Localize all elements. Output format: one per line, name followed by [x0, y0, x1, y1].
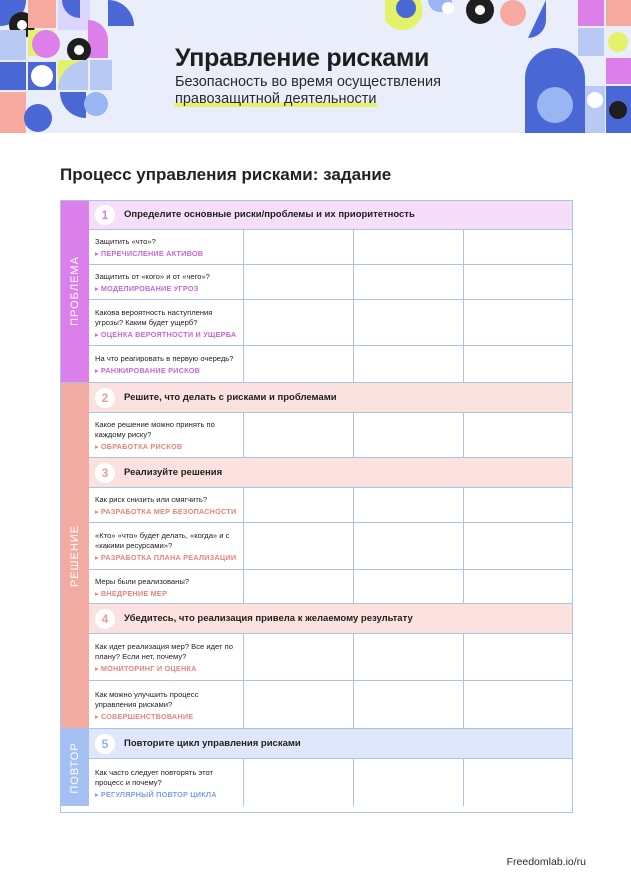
answer-cell[interactable]	[464, 413, 573, 457]
table-row	[89, 300, 573, 346]
table-row	[89, 523, 573, 570]
question-text: Как часто следует повторять этот процесс и почему?	[95, 767, 214, 787]
answer-cell[interactable]	[354, 523, 464, 569]
question-tag: ▸ РАЗРАБОТКА ПЛАНА РЕАЛИЗАЦИИ	[95, 553, 237, 562]
answer-cell[interactable]	[354, 265, 464, 299]
page-title: Управление рисками	[175, 44, 430, 72]
answer-cell[interactable]	[354, 634, 464, 680]
answer-cell[interactable]	[244, 230, 354, 264]
question-tag: ▸ ВНЕДРЕНИЕ МЕР	[95, 589, 237, 598]
answer-cell[interactable]	[464, 300, 573, 345]
answer-cell[interactable]	[464, 681, 573, 728]
question-cell	[89, 300, 244, 345]
step-number-badge: 1	[95, 205, 115, 225]
footer-link[interactable]: Freedomlab.io/ru	[506, 856, 586, 868]
header-banner	[0, 0, 631, 133]
step-number-badge: 5	[95, 734, 115, 754]
answer-cell[interactable]	[464, 230, 573, 264]
step-3-header	[89, 458, 573, 488]
subtitle-line-1: Безопасность во время осуществления	[175, 74, 441, 90]
table-row	[89, 570, 573, 604]
table-row	[89, 488, 573, 523]
answer-cell[interactable]	[464, 523, 573, 569]
question-text: Защитить от «кого» и от «чего»?	[95, 272, 210, 281]
section-title: Процесс управления рисками: задание	[60, 165, 392, 184]
answer-cell[interactable]	[244, 570, 354, 603]
question-text: Как риск снизить или смягчить?	[95, 495, 208, 504]
question-tag: ▸ МОНИТОРИНГ И ОЦЕНКА	[95, 664, 237, 673]
answer-cell[interactable]	[464, 488, 573, 522]
risk-management-worksheet	[60, 200, 573, 806]
subtitle-line-2: правозащитной деятельности	[175, 91, 377, 107]
question-cell	[89, 488, 244, 522]
table-row	[89, 759, 573, 806]
answer-cell[interactable]	[244, 681, 354, 728]
table-row	[89, 681, 573, 728]
question-tag: ▸ РАЗРАБОТКА МЕР БЕЗОПАСНОСТИ	[95, 507, 237, 516]
step-4-header	[89, 604, 573, 634]
question-tag: ▸ РЕГУЛЯРНЫЙ ПОВТОР ЦИКЛА	[95, 790, 237, 799]
answer-cell[interactable]	[464, 759, 573, 806]
question-cell	[89, 523, 244, 569]
title-block	[175, 44, 441, 108]
question-text: На что реагировать в первую очередь?	[95, 354, 234, 363]
step-5-header	[89, 729, 573, 759]
step-title: Решите, что делать с рисками и проблемами	[124, 392, 337, 403]
step-title: Определите основные риски/проблемы и их приоритетность	[124, 209, 415, 220]
question-tag: ▸ МОДЕЛИРОВАНИЕ УГРОЗ	[95, 284, 237, 293]
question-text: Как можно улучшить процесс управления рисками?	[95, 689, 199, 709]
answer-cell[interactable]	[244, 300, 354, 345]
page-subtitle	[175, 74, 441, 108]
answer-cell[interactable]	[354, 488, 464, 522]
band-label-problem: ПРОБЛЕМА	[60, 200, 89, 382]
question-text: «Кто» «что» будет делать, «когда» и с «какими ресурсами»?	[95, 531, 230, 550]
step-1-header	[89, 200, 573, 230]
table-row	[89, 230, 573, 265]
question-text: Защитить «что»?	[95, 237, 156, 246]
question-cell	[89, 230, 244, 264]
question-tag: ▸ ОЦЕНКА ВЕРОЯТНОСТИ И УЩЕРБА	[95, 330, 237, 339]
step-number-badge: 3	[95, 463, 115, 483]
step-number-badge: 2	[95, 388, 115, 408]
answer-cell[interactable]	[244, 265, 354, 299]
table-row	[89, 634, 573, 681]
answer-cell[interactable]	[464, 265, 573, 299]
question-cell	[89, 413, 244, 457]
answer-cell[interactable]	[354, 346, 464, 382]
step-number-badge: 4	[95, 609, 115, 629]
question-text: Какова вероятность наступления угрозы? Каким будет ущерб?	[95, 307, 213, 327]
question-cell	[89, 570, 244, 603]
answer-cell[interactable]	[244, 413, 354, 457]
question-text: Как идет реализация мер? Все идет по плану? Если нет, почему?	[95, 642, 233, 661]
table-row	[89, 346, 573, 382]
answer-cell[interactable]	[244, 759, 354, 806]
answer-cell[interactable]	[464, 346, 573, 382]
answer-cell[interactable]	[464, 634, 573, 680]
question-cell	[89, 634, 244, 680]
band-solve	[60, 383, 573, 729]
question-cell	[89, 346, 244, 382]
answer-cell[interactable]	[354, 570, 464, 603]
answer-cell[interactable]	[354, 300, 464, 345]
answer-cell[interactable]	[464, 570, 573, 603]
decorative-pattern-left	[0, 0, 140, 133]
question-tag: ▸ СОВЕРШЕНСТВОВАНИЕ	[95, 712, 237, 721]
question-cell	[89, 759, 244, 806]
step-title: Повторите цикл управления рисками	[124, 738, 301, 749]
answer-cell[interactable]	[244, 523, 354, 569]
question-cell	[89, 681, 244, 728]
answer-cell[interactable]	[244, 634, 354, 680]
step-2-header	[89, 383, 573, 413]
question-text: Меры были реализованы?	[95, 576, 190, 586]
answer-cell[interactable]	[354, 759, 464, 806]
band-repeat	[60, 729, 573, 806]
answer-cell[interactable]	[354, 413, 464, 457]
answer-cell[interactable]	[244, 346, 354, 382]
answer-cell[interactable]	[354, 230, 464, 264]
band-problem	[60, 200, 573, 383]
question-cell	[89, 265, 244, 299]
question-text: Какое решение можно принять по каждому риску?	[95, 420, 215, 439]
step-title: Реализуйте решения	[124, 467, 223, 478]
table-row	[89, 265, 573, 300]
step-title: Убедитесь, что реализация привела к желаемому результату	[124, 613, 413, 624]
table-row	[89, 413, 573, 458]
answer-cell[interactable]	[244, 488, 354, 522]
band-label-repeat: ПОВТОР	[60, 729, 89, 806]
band-label-solve: РЕШЕНИЕ	[60, 383, 89, 728]
answer-cell[interactable]	[354, 681, 464, 728]
question-tag: ▸ ПЕРЕЧИСЛЕНИЕ АКТИВОВ	[95, 249, 237, 258]
question-tag: ▸ РАНЖИРОВАНИЕ РИСКОВ	[95, 366, 237, 375]
question-tag: ▸ ОБРАБОТКА РИСКОВ	[95, 442, 237, 451]
